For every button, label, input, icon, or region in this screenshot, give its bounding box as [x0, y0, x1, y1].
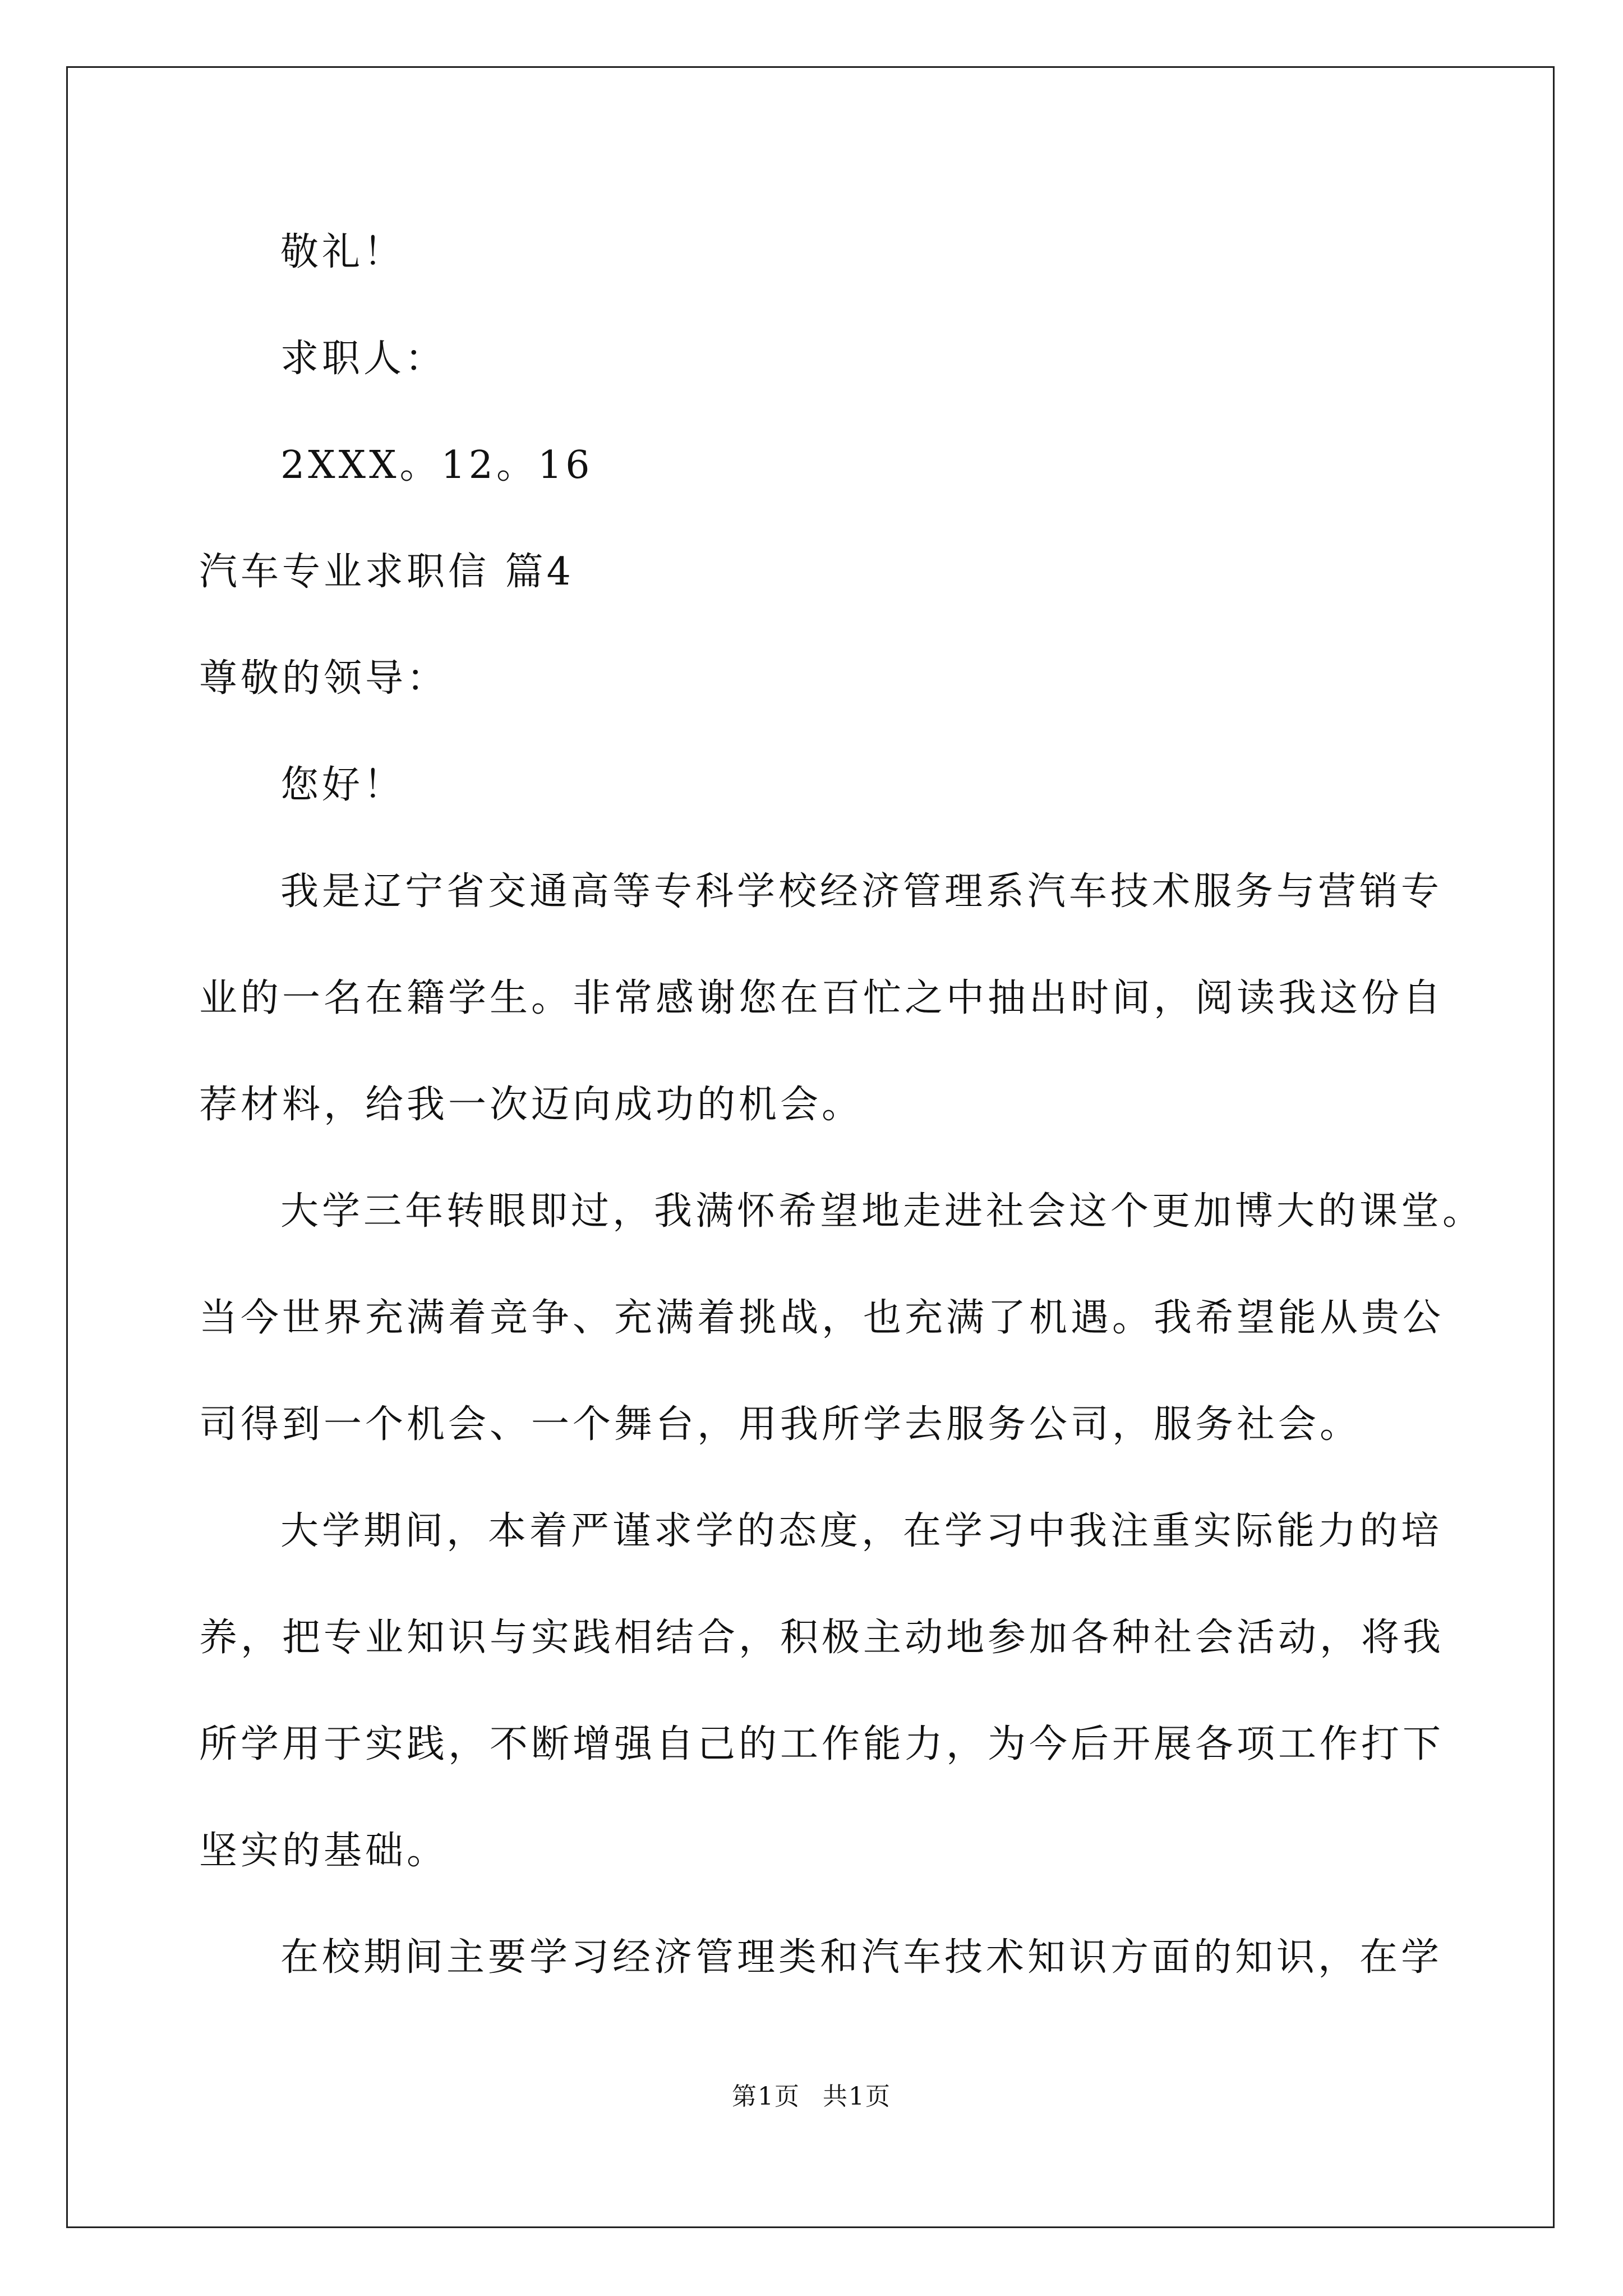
paragraph-2-line-3: 司得到一个机会、一个舞台，用我所学去服务公司，服务社会。	[199, 1402, 1362, 1447]
section-heading: 汽车专业求职信 篇4	[199, 550, 574, 594]
page-total: 共1页	[823, 2082, 891, 2111]
paragraph-1-line-3: 荐材料，给我一次迈向成功的机会。	[199, 1083, 864, 1127]
greeting: 您好！	[280, 763, 405, 807]
paragraph-3-line-1: 大学期间，本着严谨求学的态度，在学习中我注重实际能力的培	[280, 1509, 1443, 1553]
paragraph-1-line-2: 业的一名在籍学生。非常感谢您在百忙之中抽出时间，阅读我这份自	[199, 976, 1445, 1020]
page-number: 第1页	[732, 2082, 800, 2111]
applicant-signature: 求职人：	[280, 337, 447, 381]
paragraph-2-line-2: 当今世界充满着竞争、充满着挑战，也充满了机遇。我希望能从贵公	[199, 1296, 1445, 1340]
paragraph-3-line-2: 养，把专业知识与实践相结合，积极主动地参加各种社会活动，将我	[199, 1616, 1445, 1660]
closing-salute: 敬礼！	[280, 230, 405, 274]
paragraph-4-line-1: 在校期间主要学习经济管理类和汽车技术知识方面的知识，在学	[280, 1935, 1443, 1980]
paragraph-3-line-3: 所学用于实践，不断增强自己的工作能力，为今后开展各项工作打下	[199, 1722, 1445, 1766]
page-footer	[0, 2081, 1623, 2113]
paragraph-2-line-1: 大学三年转眼即过，我满怀希望地走进社会这个更加博大的课堂。	[280, 1189, 1484, 1234]
paragraph-3-line-4: 坚实的基础。	[199, 1829, 449, 1873]
page-border	[66, 66, 1555, 2228]
letter-date: 2XXX。12。16	[280, 443, 593, 487]
paragraph-1-line-1: 我是辽宁省交通高等专科学校经济管理系汽车技术服务与营销专	[280, 869, 1443, 914]
salutation: 尊敬的领导：	[199, 656, 449, 701]
